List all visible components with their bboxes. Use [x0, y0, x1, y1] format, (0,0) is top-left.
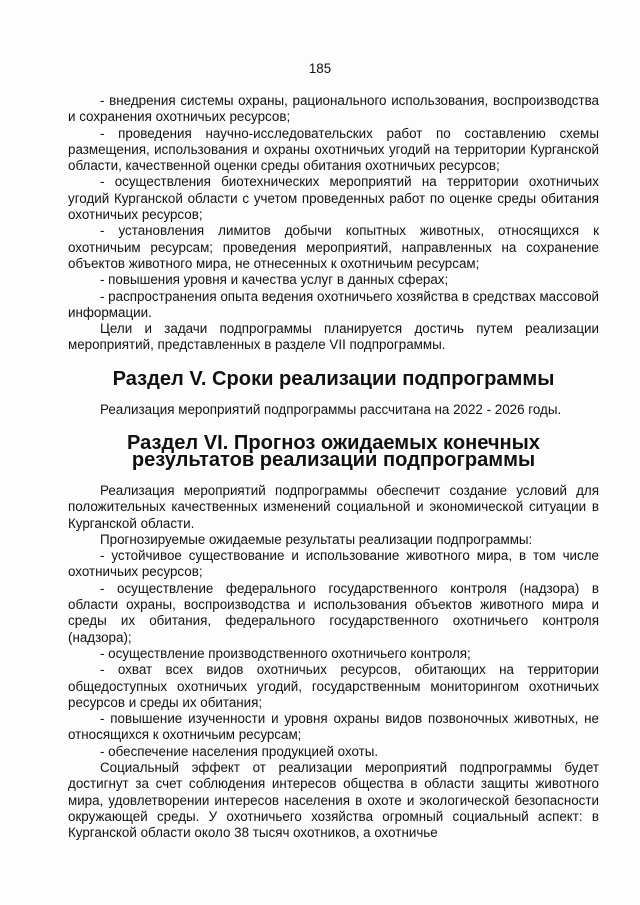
list-item: - осуществление производственного охотничьего контроля;: [100, 645, 471, 661]
list-item: - проведения научно-исследовательских работ по составлению схемы размещения, использования и охраны охотничьих угодий на территории Курганской области, качественной оценки среды обитания охотничьих ресурсов;: [68, 125, 599, 174]
list-item: - установления лимитов добычи копытных животных, относящихся к охотничьим ресурсам; проведения мероприятий, направленных на сохранение объектов животного мира, не отнесенных к охотничьим ресурсам;: [68, 223, 599, 271]
paragraph: Прогнозируемые ожидаемые результаты реализации подпрограммы:: [100, 531, 533, 547]
list-item: - осуществление федерального государственного контроля (надзора) в области охраны, воспроизводства и использования объектов животного мира и среды их обитания, федерального государственного охотничьего контроля (надзора);: [68, 580, 599, 645]
list-item: - устойчивое существование и использование животного мира, в том числе охотничьих ресурсов;: [68, 548, 599, 580]
paragraph: Реализация мероприятий подпрограммы рассчитана на 2022 - 2026 годы.: [100, 402, 562, 418]
section-5-heading: Раздел V. Сроки реализации подпрограммы: [112, 367, 555, 390]
paragraph: Цели и задачи подпрограммы планируется достичь путем реализации мероприятий, представленных в разделе VII подпрограммы.: [68, 321, 599, 353]
list-item: - внедрения системы охраны, рационального использования, воспроизводства и сохранения охотничьих ресурсов;: [68, 93, 599, 125]
list-item: - повышения уровня и качества услуг в данных сферах;: [100, 272, 449, 288]
list-item: - повышение изученности и уровня охраны видов позвоночных животных, не относящихся к охотничьим ресурсам;: [68, 711, 599, 743]
paragraph: Социальный эффект от реализации мероприятий подпрограммы будет достигнут за счет соблюдения интересов общества в области защиты животного мира, удовлетворении интересов населения в охоте и экологической безопасности окружающей среды. У охотничьего хозяйства огромный социальный аспект: в Курганской области около 38 тысяч охотников, а охотничье: [68, 759, 599, 841]
section-6-heading: Раздел VI. Прогноз ожидаемых конечных результатов реализации подпрограммы: [127, 432, 540, 471]
list-item: - охват всех видов охотничьих ресурсов, обитающих на территории общедоступных охотничьих угодий, государственным мониторингом охотничьих ресурсов и среды их обитания;: [68, 662, 599, 710]
list-item: - осуществления биотехнических мероприятий на территории охотничьих угодий Курганской области с учетом проведенных работ по оценке среды обитания охотничьих ресурсов;: [68, 174, 599, 223]
list-item: - обеспечение населения продукцией охоты.: [100, 743, 379, 759]
document-body: [68, 93, 599, 841]
paragraph: Реализация мероприятий подпрограммы обеспечит создание условий для положительных качественных изменений социальной и экономической ситуации в Курганской области.: [68, 482, 599, 531]
page-number: 185: [308, 61, 332, 76]
list-item: - распространения опыта ведения охотничьего хозяйства в средствах массовой информации.: [68, 288, 599, 320]
